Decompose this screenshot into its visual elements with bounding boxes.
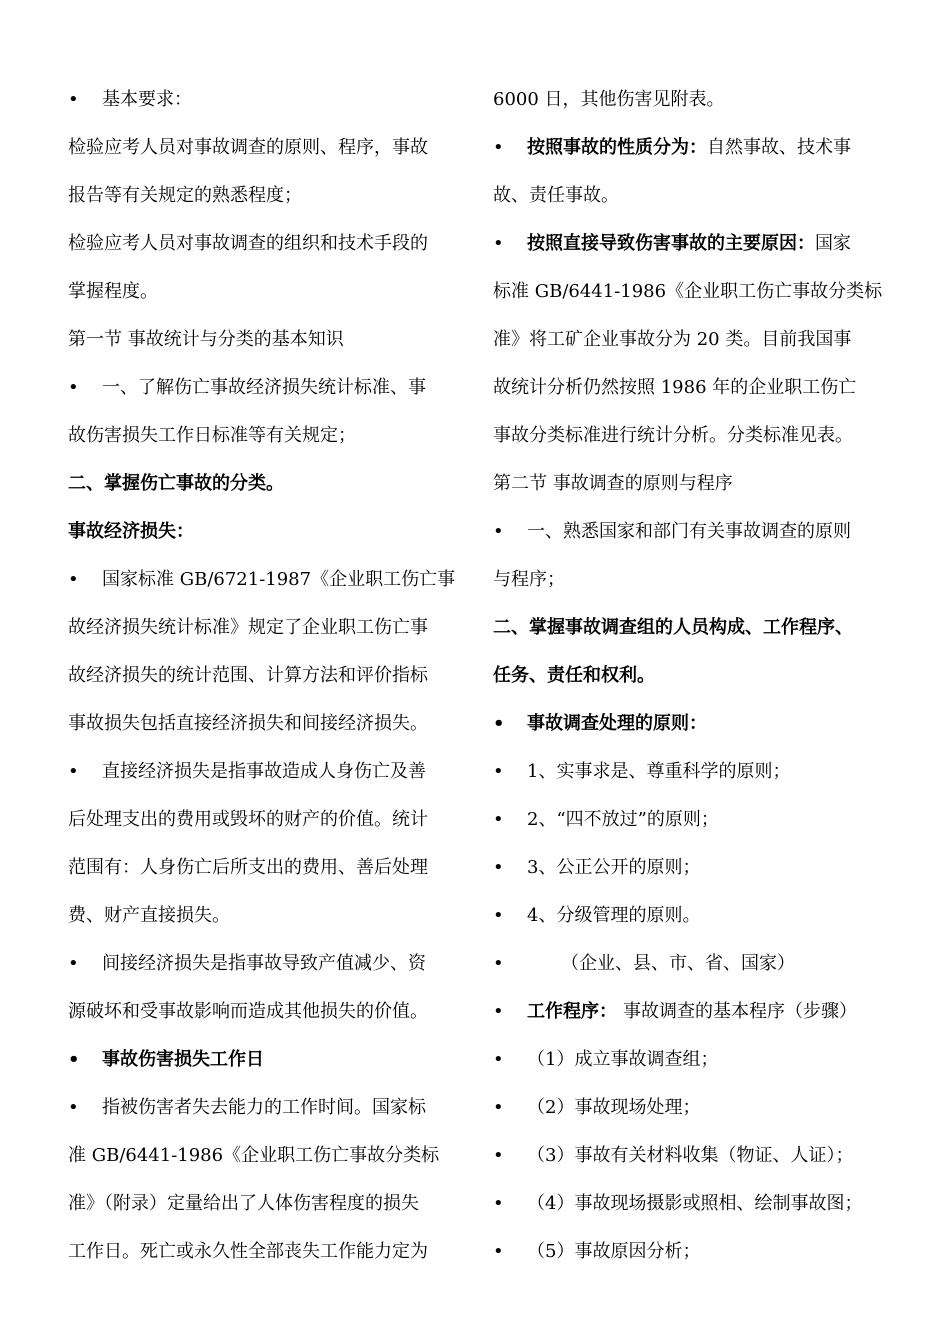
bullet-line	[493, 124, 885, 172]
body-line: 事故损失包括直接经济损失和间接经济损失。	[68, 713, 428, 734]
bullet-line	[493, 508, 885, 556]
line-text: 间接经济损失是指事故导致产值减少、资	[102, 953, 426, 974]
bullet-icon: •	[68, 89, 79, 110]
bold-heading: 任务、责任和权利。	[493, 665, 655, 686]
section-heading: 第二节 事故调查的原则与程序	[493, 473, 733, 494]
section-heading: 第一节 事故统计与分类的基本知识	[68, 329, 344, 350]
bullet-icon: •	[493, 137, 504, 158]
body-line: 范围有：人身伤亡后所支出的费用、善后处理	[68, 857, 428, 878]
bullet-icon: •	[68, 1097, 79, 1118]
line-text: 事故伤害损失工作日	[102, 1049, 264, 1070]
bullet-line	[493, 988, 885, 1036]
body-line: 费、财产直接损失。	[68, 905, 230, 926]
line-text: 2、“四不放过”的原则；	[527, 809, 719, 830]
bullet-icon: •	[68, 377, 79, 398]
bullet-icon: •	[493, 857, 504, 878]
bullet-line	[68, 364, 460, 412]
bullet-icon: •	[493, 809, 504, 830]
left-column	[68, 76, 460, 1276]
bullet-icon: •	[493, 1049, 504, 1070]
bullet-icon: •	[68, 569, 79, 590]
body-line: 源破坏和受事故影响而造成其他损失的价值。	[68, 1001, 428, 1022]
bullet-icon: •	[493, 953, 504, 974]
line-text: 自然事故、技术事	[707, 137, 851, 158]
line-text: （企业、县、市、省、国家）	[561, 953, 795, 974]
bullet-icon: •	[68, 953, 79, 974]
bullet-line	[493, 1084, 885, 1132]
line-text: 1、实事求是、尊重科学的原则；	[527, 761, 791, 782]
body-line: 故经济损失的统计范围、计算方法和评价指标	[68, 665, 428, 686]
body-line: 准》（附录）定量给出了人体伤害程度的损失	[68, 1193, 419, 1214]
bold-heading: 事故经济损失：	[68, 521, 194, 542]
body-line: 检验应考人员对事故调查的组织和技术手段的	[68, 233, 428, 254]
body-line: 故统计分析仍然按照 1986 年的企业职工伤亡	[493, 377, 857, 398]
bullet-icon: •	[68, 1049, 80, 1070]
bullet-icon: •	[493, 1145, 504, 1166]
bullet-line	[493, 796, 885, 844]
bullet-line	[68, 556, 460, 604]
body-line: 故、责任事故。	[493, 185, 619, 206]
bold-heading: 二、掌握伤亡事故的分类。	[68, 473, 284, 494]
body-line: 事故分类标准进行统计分析。分类标准见表。	[493, 425, 853, 446]
body-line: 后处理支出的费用或毁坏的财产的价值。统计	[68, 809, 428, 830]
body-line: 报告等有关规定的熟悉程度；	[68, 185, 302, 206]
bullet-line	[493, 1132, 885, 1180]
bullet-icon: •	[493, 1241, 504, 1262]
body-line: 标准 GB/6441-1986《企业职工伤亡事故分类标	[493, 281, 883, 302]
bullet-icon: •	[493, 233, 504, 254]
bold-label: 按照直接导致伤害事故的主要原因：	[527, 233, 815, 254]
body-line: 6000 日，其他伤害见附表。	[493, 89, 725, 110]
bullet-line	[68, 76, 460, 124]
body-line: 掌握程度。	[68, 281, 158, 302]
line-text: 4、分级管理的原则。	[527, 905, 701, 926]
line-text: 国家标准 GB/6721-1987《企业职工伤亡事	[102, 569, 456, 590]
line-text: （5）事故原因分析；	[527, 1241, 701, 1262]
line-text: 直接经济损失是指事故造成人身伤亡及善	[102, 761, 426, 782]
body-line: 与程序；	[493, 569, 565, 590]
line-text: （3）事故有关材料收集（物证、人证）；	[527, 1145, 854, 1166]
bullet-icon: •	[493, 521, 504, 542]
bullet-line	[493, 1228, 885, 1276]
bullet-icon: •	[493, 713, 505, 734]
bullet-line	[493, 940, 885, 988]
line-text: 基本要求：	[102, 89, 192, 110]
bold-label: 按照事故的性质分为：	[527, 137, 707, 158]
bullet-icon: •	[493, 1097, 504, 1118]
line-text: 事故调查处理的原则：	[527, 713, 707, 734]
bullet-icon: •	[493, 1193, 504, 1214]
line-text: （2）事故现场处理；	[527, 1097, 701, 1118]
right-column	[493, 76, 885, 1276]
bullet-icon: •	[68, 761, 79, 782]
bold-label: 工作程序：	[527, 1001, 617, 1022]
bullet-icon: •	[493, 905, 504, 926]
bullet-line	[68, 748, 460, 796]
bullet-icon: •	[493, 761, 504, 782]
bullet-line	[68, 1084, 460, 1132]
line-text: 国家	[815, 233, 851, 254]
bullet-line	[493, 220, 885, 268]
bullet-line	[493, 1180, 885, 1228]
line-text: 事故调查的基本程序（步骤）	[623, 1001, 857, 1022]
line-text: 指被伤害者失去能力的工作时间。国家标	[102, 1097, 426, 1118]
body-line: 检验应考人员对事故调查的原则、程序，事故	[68, 137, 428, 158]
body-line: 故经济损失统计标准》规定了企业职工伤亡事	[68, 617, 428, 638]
bullet-line	[493, 892, 885, 940]
line-text: （1）成立事故调查组；	[527, 1049, 719, 1070]
line-text: 一、了解伤亡事故经济损失统计标准、事	[102, 377, 426, 398]
body-line: 准 GB/6441-1986《企业职工伤亡事故分类标	[68, 1145, 440, 1166]
bullet-line	[493, 844, 885, 892]
bullet-line	[68, 940, 460, 988]
line-text: （4）事故现场摄影或照相、绘制事故图；	[527, 1193, 863, 1214]
body-line: 故伤害损失工作日标准等有关规定；	[68, 425, 356, 446]
body-line: 准》将工矿企业事故分为 20 类。目前我国事	[493, 329, 852, 350]
bullet-line	[493, 1036, 885, 1084]
bullet-line	[493, 748, 885, 796]
bullet-line	[493, 700, 885, 748]
bullet-icon: •	[493, 1001, 504, 1022]
line-text: 3、公正公开的原则；	[527, 857, 701, 878]
bullet-line	[68, 1036, 460, 1084]
line-text: 一、熟悉国家和部门有关事故调查的原则	[527, 521, 851, 542]
body-line: 工作日。死亡或永久性全部丧失工作能力定为	[68, 1241, 428, 1262]
bold-heading: 二、掌握事故调查组的人员构成、工作程序、	[493, 617, 853, 638]
